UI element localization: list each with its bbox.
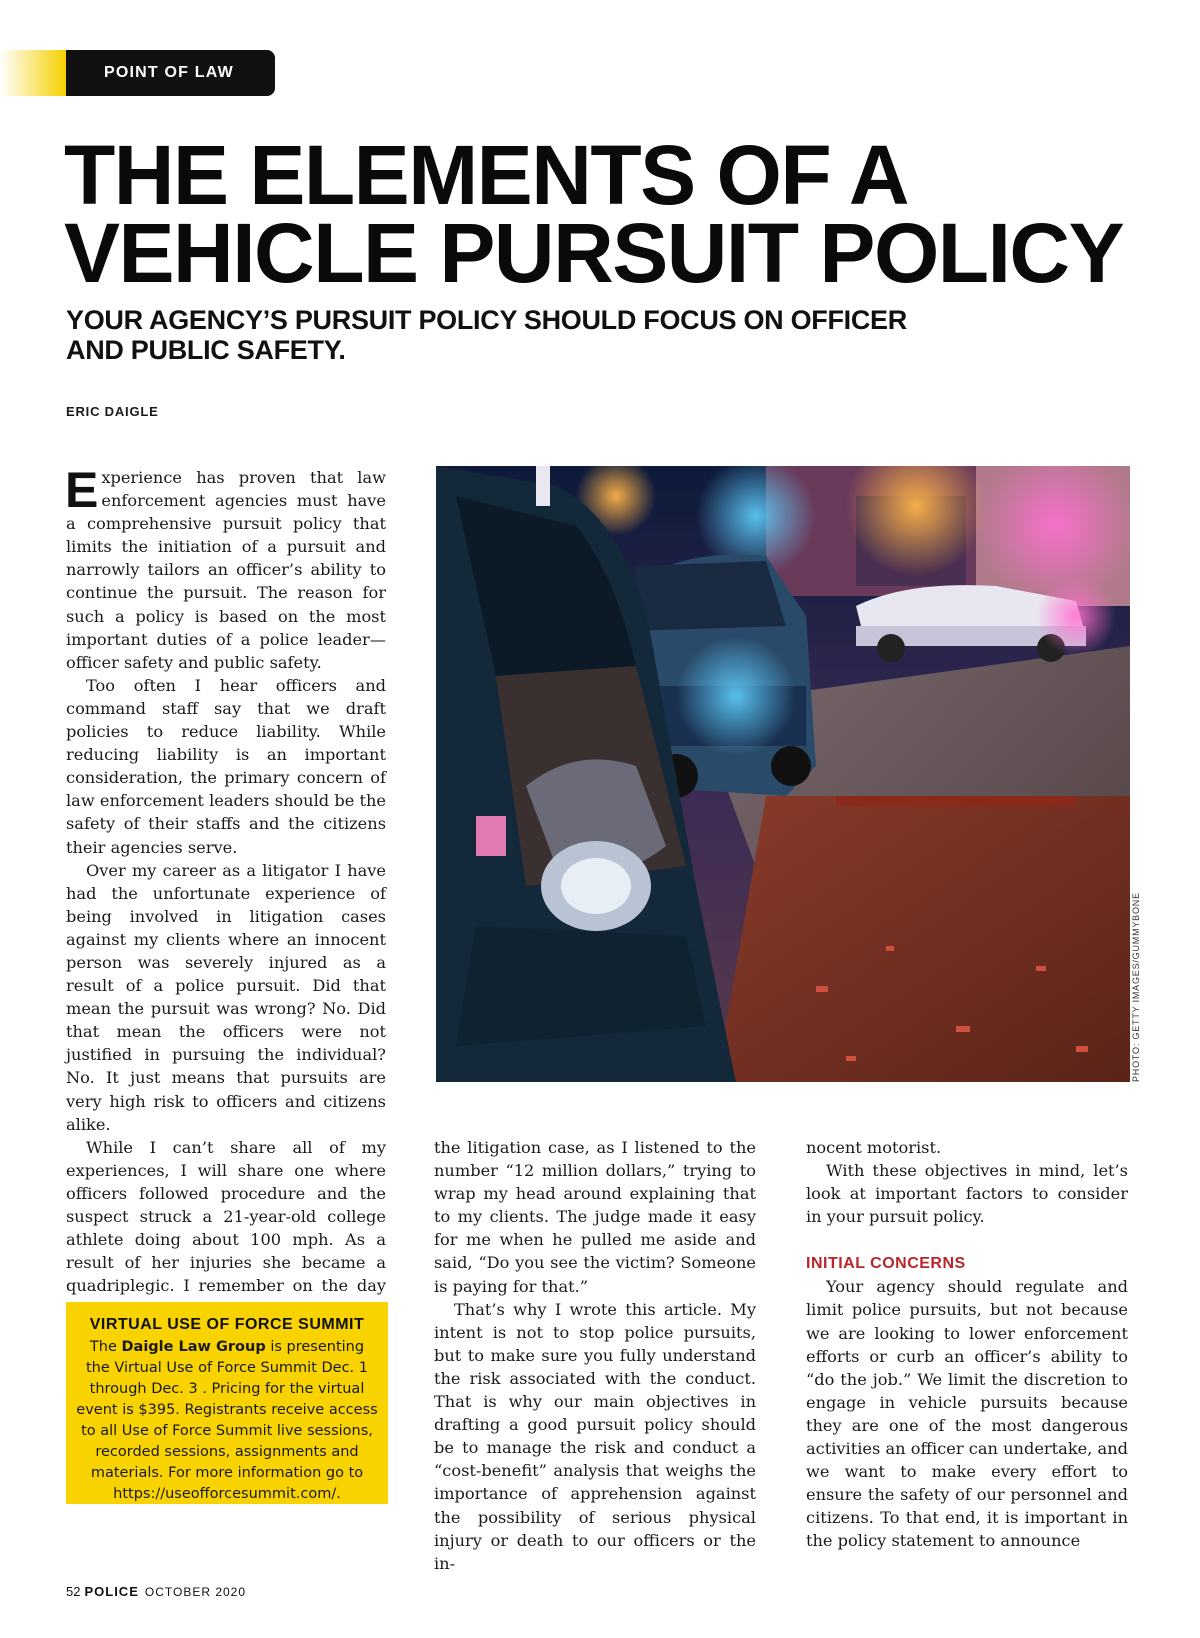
page-number: 52 <box>66 1584 81 1599</box>
section-tab-accent <box>0 50 66 96</box>
sidebar-body <box>76 1337 378 1505</box>
deck-line-1: YOUR AGENCY’S PURSUIT POLICY SHOULD FOCUS ON OFFICER <box>66 305 907 335</box>
paragraph: While I can’t share all of my experiences, I will share one where officers followed procedure and the suspect struck a 21-year-old college athlete doing about 100 mph. As a result of her injuries she became a quadriplegic. I remember on the day <box>66 1137 386 1296</box>
article-column-3 <box>806 1136 1128 1553</box>
paragraph: nocent motorist. <box>806 1138 942 1157</box>
paragraph-text: xperience has proven that law enforcement agencies must have a comprehensive pursuit policy that limits the initiation of a pursuit and narrowly tailors an officer’s ability to continue the pursuit. The reason for such a policy is based on the most important duties of a police leader—officer safety and public safety. <box>66 468 386 672</box>
crash-photo-illustration <box>436 466 1130 1082</box>
paragraph: Over my career as a litigator I have had the unfortunate experience of being involved in litigation cases against my clients where an innocent person was severely injured as a result of a police pursuit. Did that mean the pursuit was wrong? No. Did that mean the officers were not justified in pursuing the individual? No. It just means that pursuits are very high risk to officers and citizens alike. <box>66 860 386 1134</box>
paragraph: Too often I hear officers and command staff say that we draft policies to reduce liability. While reducing liability is an important consideration, the primary concern of law enforcement leaders should be the safety of their staffs and the citizens their agencies serve. <box>66 675 386 857</box>
headline <box>64 128 1174 300</box>
paragraph: the litigation case, as I listened to the number “12 million dollars,” trying to wrap my head around explaining that to my clients. The judge made it easy for me when he pulled me aside and said, “Do you see the victim? Someone is paying for that.” <box>434 1138 756 1296</box>
section-label: POINT OF LAW <box>66 50 275 96</box>
drop-cap: E <box>65 462 99 518</box>
photo-credit: PHOTO: GETTY IMAGES/GUMMYBONE <box>1131 892 1141 1082</box>
summit-sidebar <box>66 1302 388 1504</box>
headline-line-1: THE ELEMENTS OF A <box>64 128 909 222</box>
paragraph: Your agency should regulate and limit police pursuits, but not because we are looking to lower enforcement efforts or curb an officer’s ability to “do the job.” We limit the discretion to engage in vehicle pursuits because they are one of the most dangerous activities an officer can undertake, and we want to make every effort to ensure the safety of our personnel and citizens. To that end, it is important in the policy statement to announce <box>806 1277 1128 1551</box>
headline-line-2: VEHICLE PURSUIT POLICY <box>64 206 1124 300</box>
paragraph: With these objectives in mind, let’s look at important factors to consider in your pursuit policy. <box>806 1161 1128 1227</box>
sidebar-title: VIRTUAL USE OF FORCE SUMMIT <box>89 1316 365 1333</box>
issue-date: OCTOBER 2020 <box>144 1585 247 1599</box>
paragraph <box>65 462 386 674</box>
crash-photo <box>436 466 1130 1082</box>
deck-line-2: AND PUBLIC SAFETY. <box>66 335 346 365</box>
deck <box>66 305 966 365</box>
sidebar-org-name: Daigle Law Group <box>121 1339 266 1355</box>
section-tab <box>0 50 275 96</box>
page-folio <box>66 1584 246 1599</box>
byline: ERIC DAIGLE <box>66 404 159 419</box>
publication-name: POLICE <box>84 1584 139 1599</box>
article-column-2 <box>434 1136 756 1575</box>
paragraph: That’s why I wrote this article. My intent is not to stop police pursuits, but to make sure you fully understand the risk associated with the conduct. That is why our main objectives in drafting a good pursuit policy should be to manage the risk and conduct a “cost-benefit” analysis that weighs the importance of apprehension against the possibility of serious physical injury or death to our officers or the in- <box>434 1299 756 1573</box>
subhead-initial-concerns: INITIAL CONCERNS <box>806 1255 966 1273</box>
article-column-1 <box>65 462 386 1320</box>
sidebar-text: is presenting the Virtual Use of Force Summit Dec. 1 through Dec. 3 . Pricing for the virtual event is $395. Registrants receive access to all Use of Force Summit live sessions, recorded sessions, assignments and materials. For more information go to https://useofforcesummit.com/. <box>76 1339 378 1502</box>
sidebar-text: The <box>89 1339 122 1355</box>
